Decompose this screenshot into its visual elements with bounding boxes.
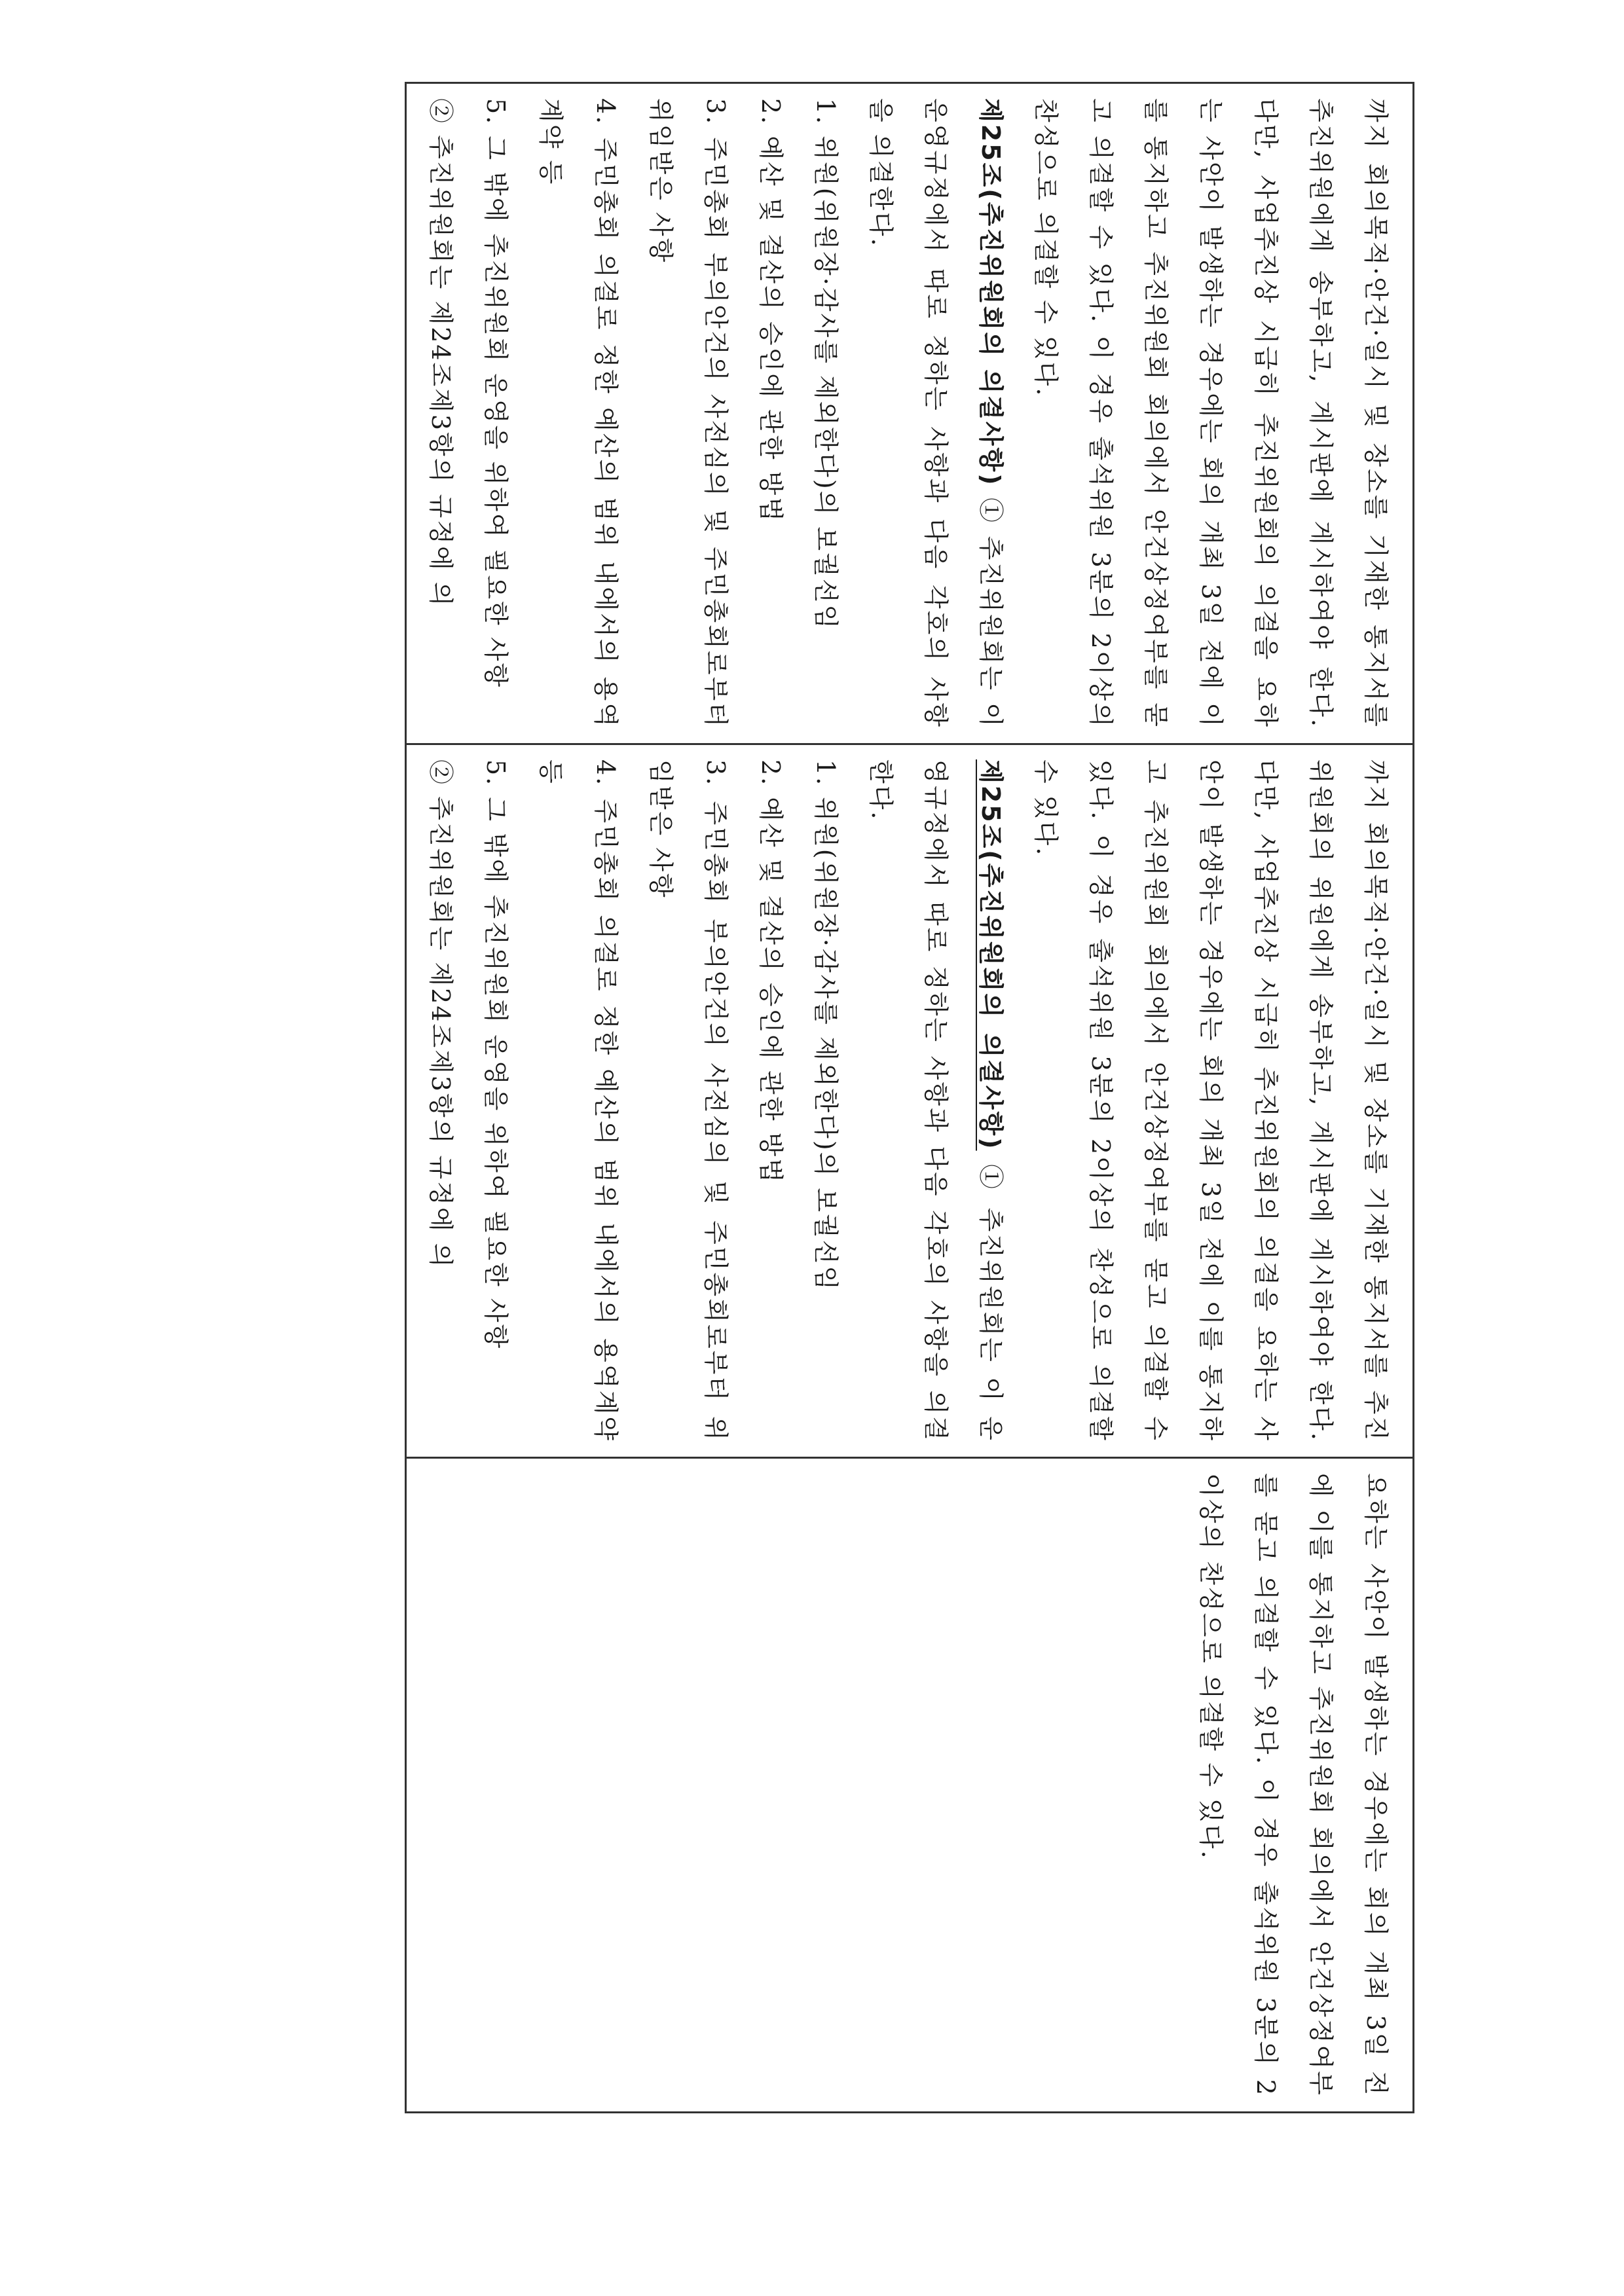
article-25 [853,759,1018,1442]
paragraph-reason: 요하는 사안이 발생하는 경우에는 회의 개최 3일 전에 이를 통지하고 추진위원회 회의에서 안건상정여부를 묻고 의결할 수 있다. 이 경우 출석위원 3분의 2이상의 찬성으로 의결할 수 있다. [1196,1473,1390,2097]
table-row [406,83,1414,2113]
rotated-comparison-table [426,82,1414,2111]
article-clause-2: ② 추진위원회는 제24조제3항의 규정에 의 [426,759,455,1269]
list-item: 4. 주민총회 의결로 정한 예산의 범위 내에서의 용역계약 등 [536,98,620,729]
list-item: 2. 예산 및 결산의 승인에 관한 방법 [756,98,785,523]
list-item: 1. 위원(위원장·감사를 제외한다)의 보궐선임 [811,759,840,1292]
list-item: 3. 주민총회 부의안건의 사전심의 및 주민총회로부터 위임받은 사항 [646,98,730,729]
article-25 [853,98,1018,729]
list-item: 2. 예산 및 결산의 승인에 관한 방법 [756,759,785,1184]
article-clause-2: ② 추진위원회는 제24조제3항의 규정에 의 [426,98,455,608]
column-reason [406,1458,1414,2113]
list-item: 1. 위원(위원장·감사를 제외한다)의 보궐선임 [811,98,840,631]
column-amended [406,744,1414,1458]
article-clause-1: ① 추진위원회는 이 운영규정에서 따로 정하는 사항과 다음 각호의 사항을 의결한다. [866,98,1005,729]
list-item: 3. 주민총회 부의안건의 사전심의 및 주민총회로부터 위임받은 사항 [646,759,730,1442]
list-item: 5. 그 밖에 추진위원회 운영을 위하여 필요한 사항 [481,759,510,1351]
paragraph-meeting-notice: 까지 회의목적·안건·일시 및 장소를 기재한 통지서를 추진위원에게 송부하고, 게시판에 게시하여야 한다. 다만, 사업추진상 시급히 추진위원회의 의결을 요하는 사안이 발생하는 경우에는 회의 개최 3일 전에 이를 통지하고 추진위원회 회의에서 안건상정여부를 묻고 의결할 수 있다. 이 경우 출석위원 3분의 2이상의 찬성으로 의결할 수 있다. [1031,98,1390,729]
paragraph-meeting-notice: 까지 회의목적·안건·일시 및 장소를 기재한 통지서를 추진위원회의 위원에게 송부하고, 게시판에 게시하여야 한다. 다만, 사업추진상 시급히 추진위원회의 의결을 요하는 사안이 발생하는 경우에는 회의 개최 3일 전에 이를 통지하고 추진위원회 회의에서 안건상정여부를 묻고 의결할 수 있다. 이 경우 출석위원 3분의 2이상의 찬성으로 의결할 수 있다. [1031,759,1390,1442]
list-item: 4. 주민총회 의결로 정한 예산의 범위 내에서의 용역계약 등 [536,759,620,1442]
article-title: 제25조(추진위원회의 의결사항) [976,759,1005,1151]
column-current [406,83,1414,744]
comparison-table [405,82,1414,2113]
list-item: 5. 그 밖에 추진위원회 운영을 위하여 필요한 사항 [481,98,510,689]
article-clause-1: ① 추진위원회는 이 운영규정에서 따로 정하는 사항과 다음 각호의 사항을 의결한다. [866,759,1005,1442]
article-title: 제25조(추진위원회의 의결사항) [976,98,1005,487]
